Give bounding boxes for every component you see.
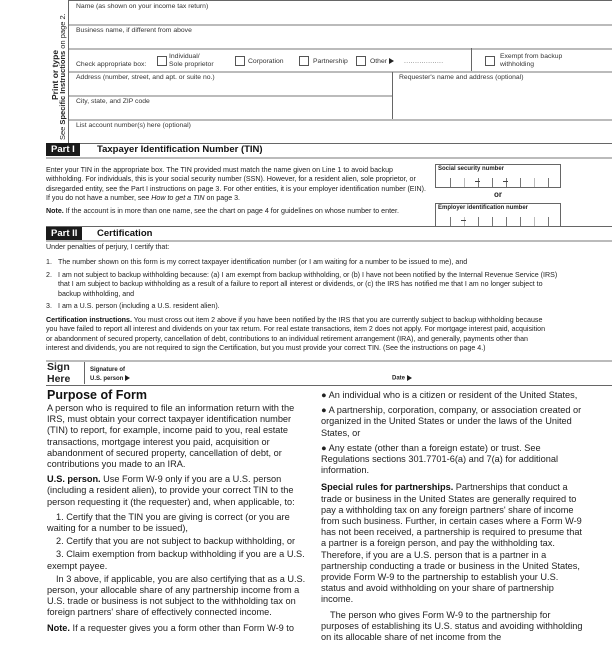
specific-instructions-label: See Specific Instructions on page 2. <box>58 13 67 140</box>
digit-divider <box>478 217 479 226</box>
divider <box>46 240 612 242</box>
cert-item-2-num: 2. <box>46 271 52 279</box>
digit-divider <box>520 178 521 187</box>
part-1-instructions: Enter your TIN in the appropriate box. The TIN provided must match the name given on Line 1 to avoid backup withholding. For individuals, this is your social security number (SSN). However, for a resident alien, sole proprietor, or disregarded entity, see the Part I instructions on page 3. For other entities, it is your employer identification number (EIN). If you do not have a number, see How to get a TIN on page 3. <box>46 166 426 202</box>
digit-divider <box>492 178 493 187</box>
date-field[interactable] <box>420 364 605 384</box>
part-1-tag: Part I <box>46 143 80 156</box>
checkbox-other[interactable] <box>356 56 366 66</box>
divider <box>46 157 612 159</box>
divider <box>392 72 393 120</box>
purpose-item-1: 1. Certify that the TIN you are giving is correct (or you are waiting for a number to be issued), <box>47 511 290 534</box>
signature-field[interactable] <box>150 364 385 384</box>
digit-divider <box>548 217 549 226</box>
divider <box>46 360 612 362</box>
cert-item-3: I am a U.S. person (including a U.S. resident alien). <box>58 302 220 310</box>
name-field-label: Name (as shown on your income tax return) <box>76 3 209 10</box>
requester-label: Requester's name and address (optional) <box>399 74 524 81</box>
city-label: City, state, and ZIP code <box>76 98 150 105</box>
ssn-label: Social security number <box>438 166 505 172</box>
digit-divider <box>506 178 507 187</box>
check-appropriate-label: Check appropriate box: <box>76 61 147 68</box>
bullet-estate: ● Any estate (other than a foreign estate) or trust. See Regulations sections 301.7701-6(a) and 7(a) for additional information. <box>321 442 558 476</box>
digit-divider <box>450 217 451 226</box>
ein-box[interactable] <box>435 203 561 227</box>
digit-divider <box>464 217 465 226</box>
name-input[interactable] <box>72 12 607 23</box>
divider <box>69 24 612 26</box>
certification-instructions: Certification instructions. You must cross out item 2 above if you have been notified by the IRS that you are currently subject to backup withholding because you have failed to report all interest and dividends on your tax return. For real estate transactions, item 2 does not apply. For mortgage interest paid, acquisition or abandonment of secured property, cancellation of debt, contributions to an individual retirement arrangement (IRA), and generally, payments other than interest and dividends, you are not required to sign the Certification, but you must provide your correct TIN. (See the instructions on page 4.) <box>46 316 546 352</box>
other-label: Other <box>370 58 394 65</box>
date-label: Date <box>392 375 412 382</box>
cert-item-3-num: 3. <box>46 302 52 310</box>
hyphen-mark <box>503 181 508 182</box>
requester-input[interactable] <box>396 83 606 118</box>
digit-divider <box>478 178 479 187</box>
us-person-paragraph: U.S. person. Use Form W-9 only if you are a U.S. person (including a resident alien), to provide your correct TIN to the person requesting it (the requester) and, when applicable, to: <box>47 474 295 507</box>
signature-label: Signature of U.S. person <box>90 366 130 384</box>
divider <box>84 362 85 384</box>
business-name-label: Business name, if different from above <box>76 27 192 34</box>
purpose-heading: Purpose of Form <box>47 388 148 402</box>
arrow-right-icon <box>407 375 412 381</box>
top-border <box>68 0 612 1</box>
business-name-input[interactable] <box>72 36 607 47</box>
purpose-item-2: 2. Certify that you are not subject to backup withholding, or <box>56 536 296 547</box>
cert-item-2: I am not subject to backup withholding because: (a) I am exempt from backup withholding, or (b) I have not been notified by the Internal Revenue Service (IRS) that I am subject to backup withholding as a result of a failure to report all interest or dividends, or (c) the IRS has notified me that I am no longer subject to backup withholding, and <box>58 271 558 298</box>
digit-divider <box>534 217 535 226</box>
person-gives-paragraph: The person who gives Form W-9 to the partnership for purposes of establishing its U.S. status and avoiding withholding on its allocable share of net income from the <box>321 609 583 643</box>
cert-item-1: The number shown on this form is my correct taxpayer identification number (or I am waiting for a number to be issued to me), and <box>58 258 468 266</box>
ein-label: Employer identification number <box>438 205 529 211</box>
divider <box>46 226 612 227</box>
purpose-note: Note. If a requester gives you a form other than Form W-9 to <box>47 622 294 633</box>
checkbox-corporation[interactable] <box>235 56 245 66</box>
digit-divider <box>520 217 521 226</box>
ssn-box[interactable] <box>435 164 561 188</box>
digit-divider <box>464 178 465 187</box>
bullet-icon: ● <box>321 405 329 416</box>
part-1-title: Taxpayer Identification Number (TIN) <box>97 144 263 155</box>
cert-item-1-num: 1. <box>46 258 52 266</box>
digit-divider <box>548 178 549 187</box>
purpose-item-3: 3. Claim exemption from backup withholding if you are a U.S. exempt payee. <box>47 549 305 571</box>
hyphen-mark <box>461 220 466 221</box>
digit-divider <box>492 217 493 226</box>
individual-label: Individual/ Sole proprietor <box>169 53 214 68</box>
divider <box>46 385 612 386</box>
divider <box>69 95 392 97</box>
or-label: or <box>494 190 502 199</box>
city-input[interactable] <box>72 107 390 118</box>
account-input[interactable] <box>72 131 607 141</box>
part-2-title: Certification <box>97 228 153 239</box>
corporation-label: Corporation <box>248 58 284 65</box>
special-rules-paragraph: Special rules for partnerships. Partnerships that conduct a trade or business in the United States are generally required to pay a withholding tax on any foreign partners' share of income from such business. Further, in certain cases where a Form W-9 has not been received, a partnership is required to presume that a partner is a foreign person, and pay the withholding tax. Therefore, if you are a U.S. person that is a partner in a partnership conducting a trade or business in the United States, provide Form W-9 to the partnership to establish your U.S. status and avoid withholding on your share of partnership income. <box>321 482 582 605</box>
exempt-backup-label: Exempt from backup withholding <box>500 53 563 68</box>
digit-divider <box>534 178 535 187</box>
purpose-paragraph: A person who is required to file an information return with the IRS, must obtain your correct taxpayer identification number (TIN) to report, for example, income paid to you, real estate transactions, mortgage interest you paid, acquisition or abandonment of secured property, cancellation of debt, or contributions you made to an IRA. <box>47 403 295 470</box>
divider <box>471 48 472 72</box>
purpose-right-column <box>321 390 583 647</box>
part-2-tag: Part II <box>46 227 82 240</box>
bullet-icon: ● <box>321 442 329 453</box>
arrow-right-icon <box>125 375 130 381</box>
part-1-note: Note. If the account is in more than one name, see the chart on page 4 for guidelines on whose number to enter. <box>46 207 399 215</box>
address-label: Address (number, street, and apt. or suite no.) <box>76 74 215 81</box>
digit-divider <box>450 178 451 187</box>
address-input[interactable] <box>72 83 390 94</box>
other-specify-input[interactable]: .................. <box>404 58 444 65</box>
hyphen-mark <box>475 181 480 182</box>
divider <box>69 71 612 73</box>
checkbox-individual[interactable] <box>157 56 167 66</box>
divider <box>69 48 612 50</box>
partnership-label: Partnership <box>313 58 348 65</box>
divider <box>69 119 612 121</box>
arrow-right-icon <box>389 58 394 64</box>
print-or-type-label: Print or type <box>50 49 60 100</box>
account-label: List account number(s) here (optional) <box>76 122 191 129</box>
bullet-partnership: ● A partnership, corporation, company, or association created or organized in the United States or under the laws of the United States, or <box>321 405 582 438</box>
bullet-individual: ● An individual who is a citizen or resident of the United States, <box>321 390 578 400</box>
checkbox-exempt-backup[interactable] <box>485 56 495 66</box>
bullet-icon: ● <box>321 390 329 400</box>
sign-here-label: Sign Here <box>47 361 71 385</box>
checkbox-partnership[interactable] <box>299 56 309 66</box>
digit-divider <box>506 217 507 226</box>
certification-intro: Under penalties of perjury, I certify that: <box>46 243 170 251</box>
purpose-in3-paragraph: In 3 above, if applicable, you are also certifying that as a U.S. person, your allocable share of any partnership income from a U.S. trade or business is not subject to the withholding tax on foreign partners' share of effectively connected income. <box>47 573 306 618</box>
purpose-left-column <box>47 403 309 638</box>
